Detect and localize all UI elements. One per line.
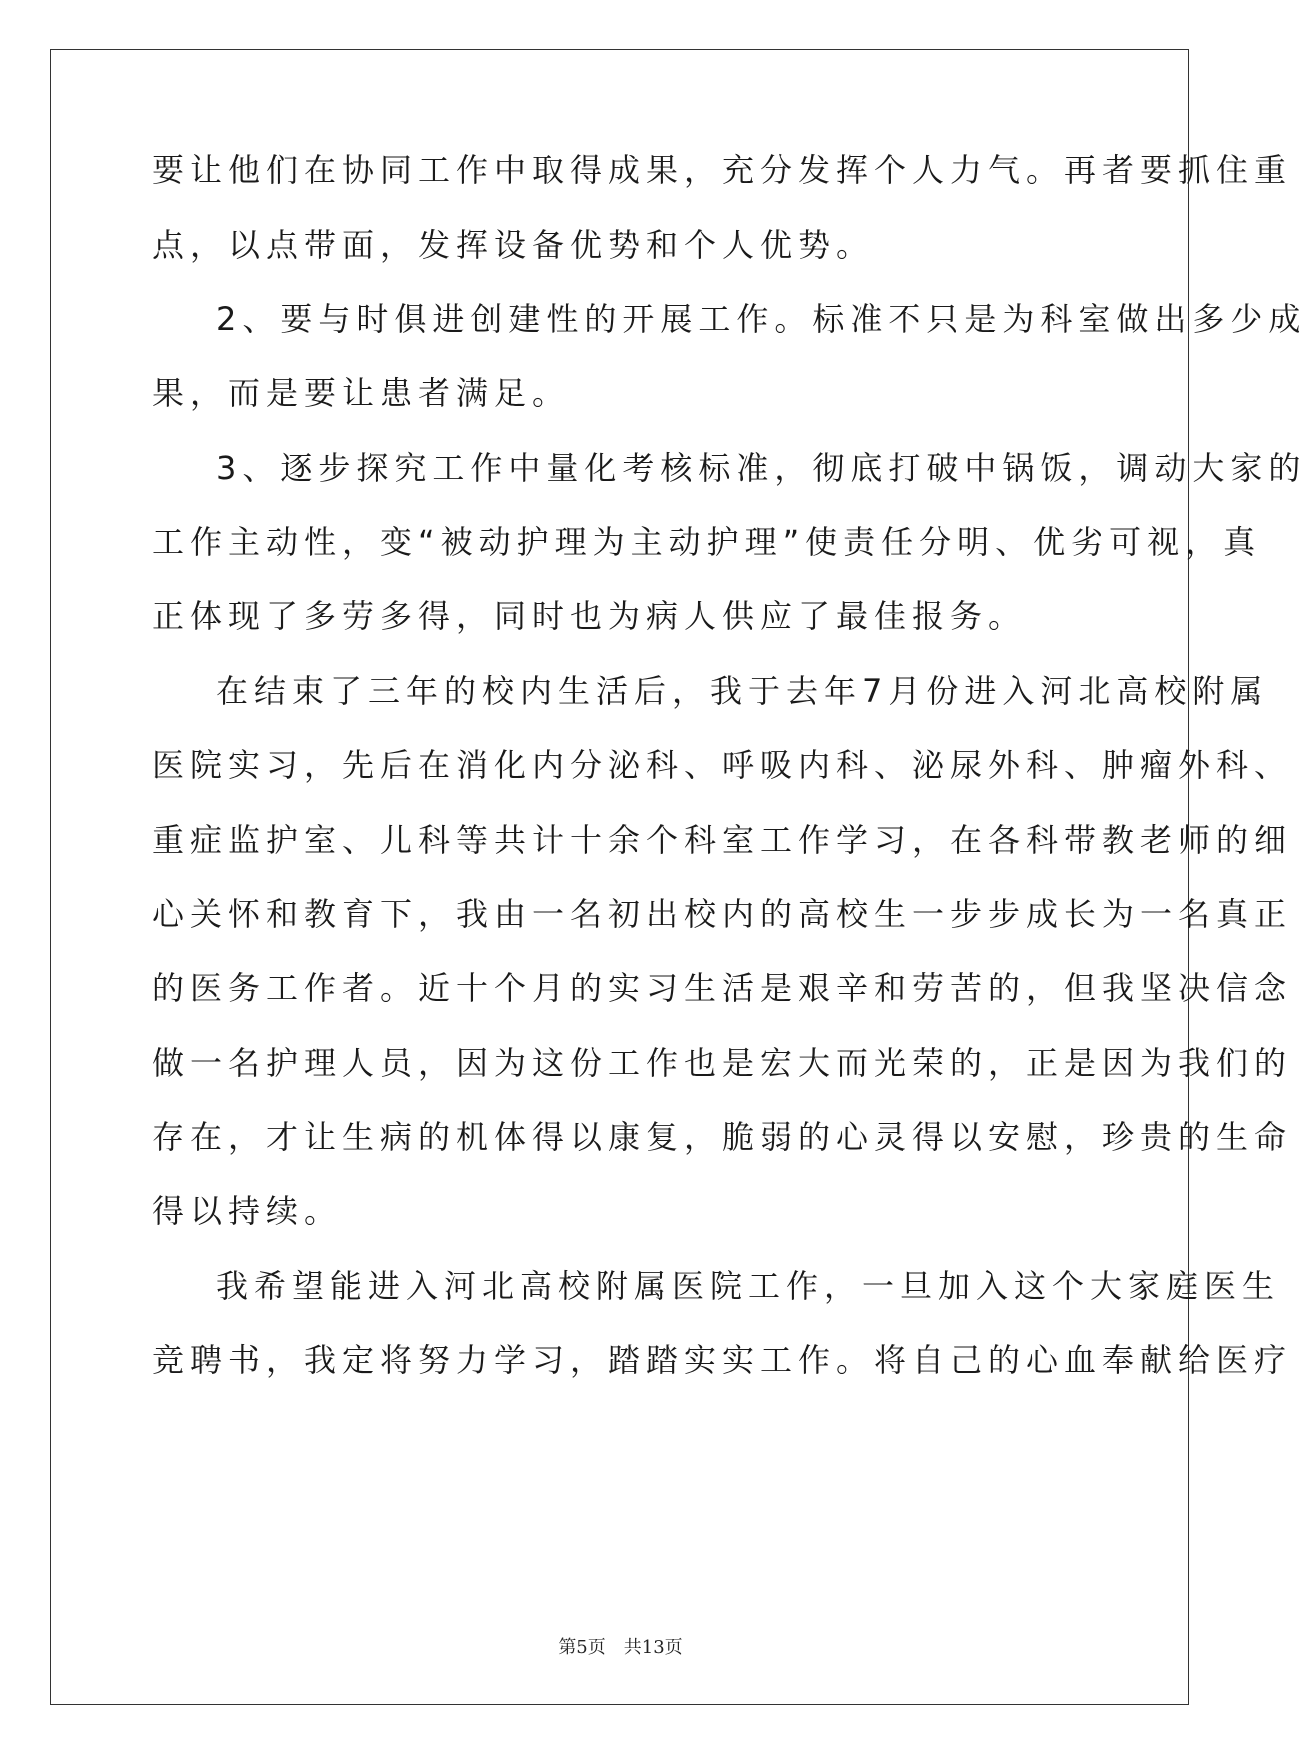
body-line: 点，以点带面，发挥设备优势和个人优势。 xyxy=(152,226,875,264)
body-line: 正体现了多劳多得，同时也为病人供应了最佳报务。 xyxy=(152,597,1027,635)
page-border xyxy=(50,49,1306,1705)
body-line: 做一名护理人员，因为这份工作也是宏大而光荣的，正是因为我们的 xyxy=(152,1044,1293,1082)
body-line: 心关怀和教育下，我由一名初出校内的高校生一步步成长为一名真正 xyxy=(152,895,1293,933)
body-line: 重症监护室、儿科等共计十余个科室工作学习，在各科带教老师的细 xyxy=(152,821,1293,859)
body-line: 3、逐步探究工作中量化考核标准，彻底打破中锅饭，调动大家的 xyxy=(216,449,1306,487)
body-line: 工作主动性，变“被动护理为主动护理”使责任分明、优劣可视，真 xyxy=(152,523,1262,561)
page-number-footer: 第5页 共13页 xyxy=(558,1637,683,1658)
body-line: 在结束了三年的校内生活后，我于去年7月份进入河北高校附属 xyxy=(216,672,1269,710)
body-line: 竞聘书，我定将努力学习，踏踏实实工作。将自己的心血奉献给医疗 xyxy=(152,1341,1293,1379)
body-line: 得以持续。 xyxy=(152,1192,343,1230)
body-line: 的医务工作者。近十个月的实习生活是艰辛和劳苦的，但我坚决信念 xyxy=(152,969,1293,1007)
body-line: 2、要与时俱进创建性的开展工作。标准不只是为科室做出多少成 xyxy=(216,300,1306,338)
body-line: 医院实习，先后在消化内分泌科、呼吸内科、泌尿外科、肿瘤外科、 xyxy=(152,746,1293,784)
body-line: 要让他们在协同工作中取得成果，充分发挥个人力气。再者要抓住重 xyxy=(152,151,1293,189)
body-line: 存在，才让生病的机体得以康复，脆弱的心灵得以安慰，珍贵的生命 xyxy=(152,1118,1293,1156)
body-line: 果，而是要让患者满足。 xyxy=(152,374,571,412)
body-line: 我希望能进入河北高校附属医院工作，一旦加入这个大家庭医生 xyxy=(216,1267,1281,1305)
